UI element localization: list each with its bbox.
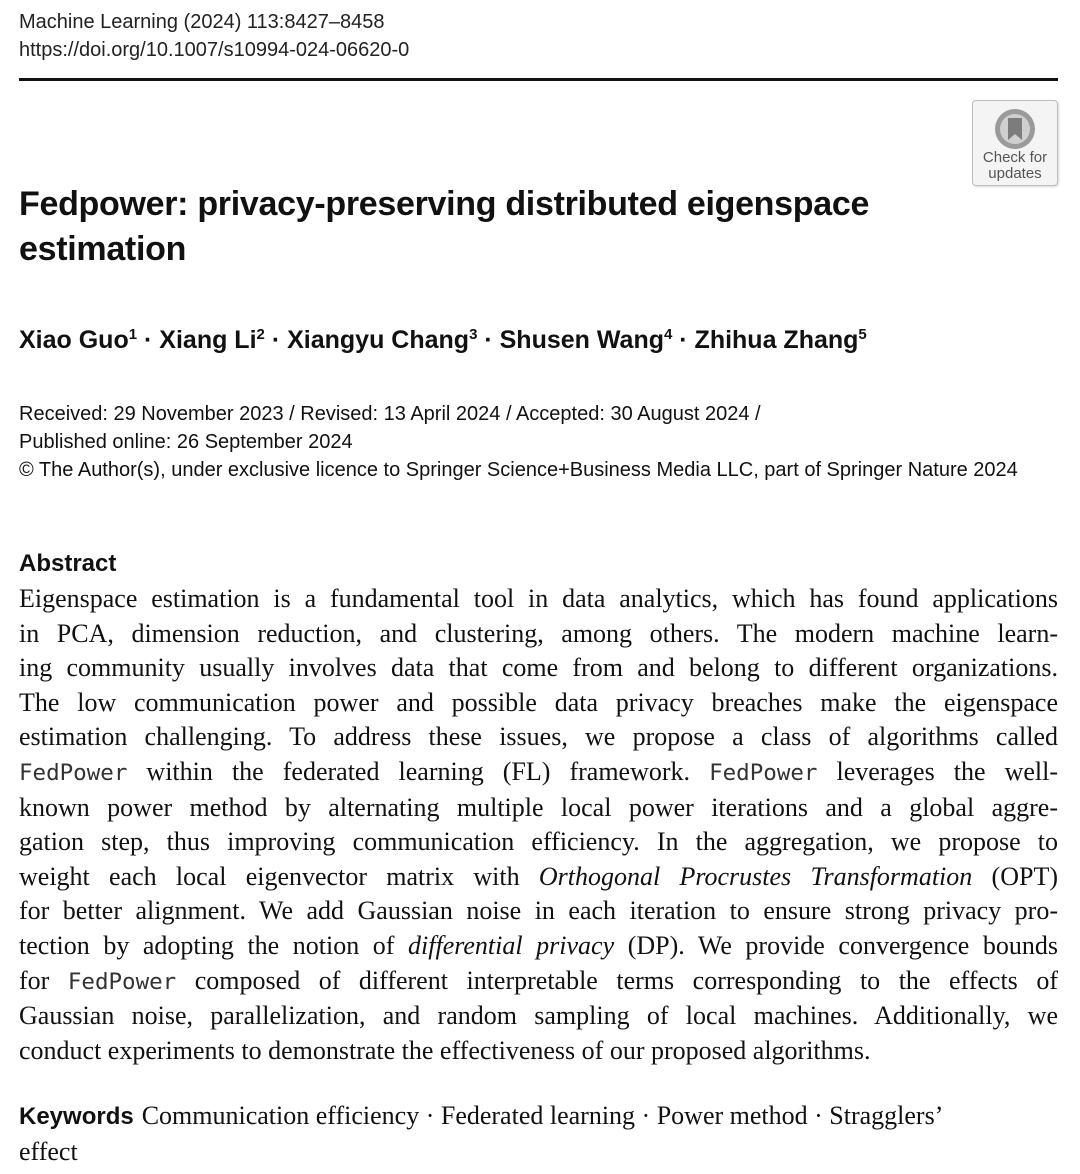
abstract-line: Gaussian noise, parallelization, and random sampling of local machines. Additionally, we [19,1001,1058,1031]
abstract-line: Eigenspace estimation is a fundamental tool in data analytics, which has found applications [19,584,1058,613]
author-name[interactable]: Xiang Li [159,326,257,354]
keywords-label: Keywords [19,1103,134,1130]
doi-link[interactable]: https://doi.org/10.1007/s10994-024-06620-0 [19,39,410,61]
publication-dates [19,400,1018,484]
author-name[interactable]: Zhihua Zhang [694,326,859,354]
journal-citation: Machine Learning (2024) 113:8427–8458 [19,11,385,33]
affiliation-number: 4 [663,326,673,343]
algorithm-name: FedPower [709,759,818,786]
italic-term: differential privacy [408,930,615,960]
copyright-notice: © The Author(s), under exclusive licence to Springer Science+Business Media LLC, part of Springer Nature 2024 [19,459,1018,481]
abstract-line: estimation challenging. To address these issues, we propose a class of algorithms called [19,722,1058,752]
abstract-line: in PCA, dimension reduction, and clustering, among others. The modern machine learn- [19,618,1058,648]
paper-title: Fedpower: privacy-preserving distributed eigenspace estimation [19,185,870,268]
abstract-body [19,582,1058,1068]
affiliation-number: 5 [858,326,867,343]
abstract-line: for better alignment. We add Gaussian noise in each iteration to ensure strong privacy pro- [19,896,1058,926]
abstract-line: ing community usually involves data that come from and belong to different organizations. [19,653,1058,683]
keywords-list: effect [19,1136,78,1166]
abstract-line: weight each local eigenvector matrix with Orthogonal Procrustes Transformation (OPT) [19,861,1058,891]
dates-line: Published online: 26 September 2024 [19,431,353,453]
author-separator: · [477,326,500,354]
author-name[interactable]: Xiao Guo [19,326,129,354]
badge-label: Check for updates [982,149,1048,182]
bookmark-icon [993,107,1037,151]
abstract-line: gation step, thus improving communication efficiency. In the aggregation, we propose to [19,827,1058,857]
check-for-updates-badge[interactable] [972,100,1058,186]
abstract-heading: Abstract [19,550,117,577]
keywords-list: Communication efficiency · Federated learning · Power method · Stragglers’ [141,1101,944,1130]
author-separator: · [264,326,288,354]
author-separator: · [672,326,695,354]
italic-term: Orthogonal Procrustes Transformation [538,861,973,891]
author-name[interactable]: Xiangyu Chang [287,326,470,354]
abstract-line: known power method by alternating multiple local power iterations and a global aggre- [19,792,1058,822]
abstract-line: for FedPower composed of different interpretable terms corresponding to the effects of [19,965,1058,995]
algorithm-name: FedPower [67,968,177,995]
dates-line: Received: 29 November 2023 / Revised: 13 April 2024 / Accepted: 30 August 2024 / [19,403,761,425]
abstract-line: FedPower within the federated learning (FL) framework. FedPower leverages the well- [19,756,1058,786]
journal-header [19,8,409,64]
affiliation-number: 2 [256,326,265,343]
algorithm-name: FedPower [19,759,128,786]
keywords-section [19,1099,1058,1169]
abstract-line: tection by adopting the notion of differential privacy (DP). We provide convergence bounds [19,930,1058,960]
author-separator: · [137,326,160,354]
affiliation-number: 3 [469,326,478,343]
author-list [19,318,867,357]
author-name[interactable]: Shusen Wang [499,326,664,354]
affiliation-number: 1 [128,326,138,343]
header-rule [19,78,1058,81]
abstract-line: The low communication power and possible data privacy breaches make the eigenspace [19,687,1058,717]
abstract-line: conduct experiments to demonstrate the effectiveness of our proposed algorithms. [19,1035,871,1065]
